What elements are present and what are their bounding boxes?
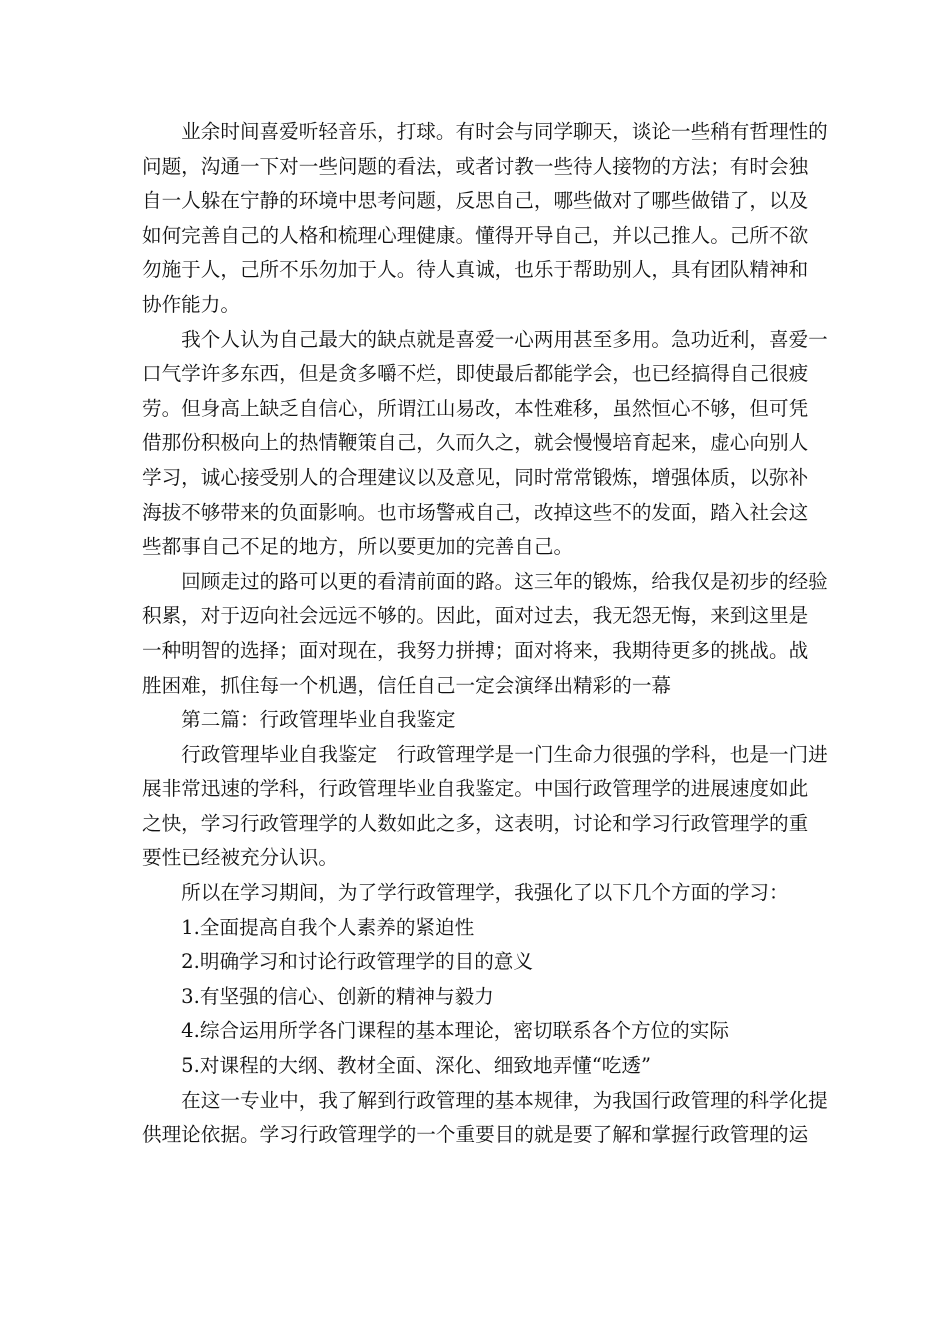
text-line: 些都事自己不足的地方，所以要更加的完善自己。 [142, 535, 574, 559]
text-line: 1.全面提高自我个人素养的紧迫性 [142, 915, 475, 939]
text-line: 供理论依据。学习行政管理学的一个重要目的就是要了解和掌握行政管理的运 [142, 1123, 809, 1147]
text-line: 一种明智的选择；面对现在，我努力拼搏；面对将来，我期待更多的挑战。战 [142, 638, 809, 662]
text-line: 自一人躲在宁静的环境中思考问题，反思自己，哪些做对了哪些做错了，以及 [142, 189, 809, 213]
text-line: 展非常迅速的学科，行政管理毕业自我鉴定。中国行政管理学的进展速度如此 [142, 777, 809, 801]
text-line: 第二篇：行政管理毕业自我鉴定 [142, 708, 456, 732]
text-line: 2.明确学习和讨论行政管理学的目的意义 [142, 950, 533, 974]
text-line: 如何完善自己的人格和梳理心理健康。懂得开导自己，并以己推人。己所不欲 [142, 223, 809, 247]
text-line: 胜困难，抓住每一个机遇，信任自己一定会演绎出精彩的一幕 [142, 673, 672, 697]
text-line: 回顾走过的路可以更的看清前面的路。这三年的锻炼，给我仅是初步的经验 [142, 569, 828, 593]
text-line: 行政管理毕业自我鉴定 行政管理学是一门生命力很强的学科，也是一门进 [142, 742, 828, 766]
text-line: 积累，对于迈向社会远远不够的。因此，面对过去，我无怨无悔，来到这里是 [142, 604, 809, 628]
text-line: 4.综合运用所学各门课程的基本理论，密切联系各个方位的实际 [142, 1019, 729, 1043]
document-body [142, 115, 828, 1153]
text-line: 海拔不够带来的负面影响。也市场警戒自己，改掉这些不的发面，踏入社会这 [142, 500, 809, 524]
text-line: 借那份积极向上的热情鞭策自己，久而久之，就会慢慢培育起来，虚心向别人 [142, 431, 809, 455]
text-line: 口气学许多东西，但是贪多嚼不烂，即使最后都能学会，也已经搞得自己很疲 [142, 362, 809, 386]
text-line: 之快，学习行政管理学的人数如此之多，这表明，讨论和学习行政管理学的重 [142, 811, 809, 835]
text-line: 所以在学习期间，为了学行政管理学，我强化了以下几个方面的学习： [142, 881, 789, 905]
text-line: 问题，沟通一下对一些问题的看法，或者讨教一些待人接物的方法；有时会独 [142, 154, 809, 178]
text-line: 要性已经被充分认识。 [142, 846, 338, 870]
text-line: 学习，诚心接受别人的合理建议以及意见，同时常常锻炼，增强体质，以弥补 [142, 465, 809, 489]
text-line: 业余时间喜爱听轻音乐，打球。有时会与同学聊天，谈论一些稍有哲理性的 [142, 120, 828, 143]
text-line: 勿施于人，己所不乐勿加于人。待人真诚，也乐于帮助别人，具有团队精神和 [142, 258, 809, 282]
text-line: 协作能力。 [142, 292, 240, 316]
text-line: 5.对课程的大纲、教材全面、深化、细致地弄懂“吃透” [142, 1054, 651, 1078]
text-line: 劳。但身高上缺乏自信心，所谓江山易改，本性难移，虽然恒心不够，但可凭 [142, 396, 809, 420]
text-line: 我个人认为自己最大的缺点就是喜爱一心两用甚至多用。急功近利，喜爱一 [142, 327, 828, 351]
text-line: 在这一专业中，我了解到行政管理的基本规律，为我国行政管理的科学化提 [142, 1088, 828, 1112]
text-line: 3.有坚强的信心、创新的精神与毅力 [142, 984, 494, 1008]
